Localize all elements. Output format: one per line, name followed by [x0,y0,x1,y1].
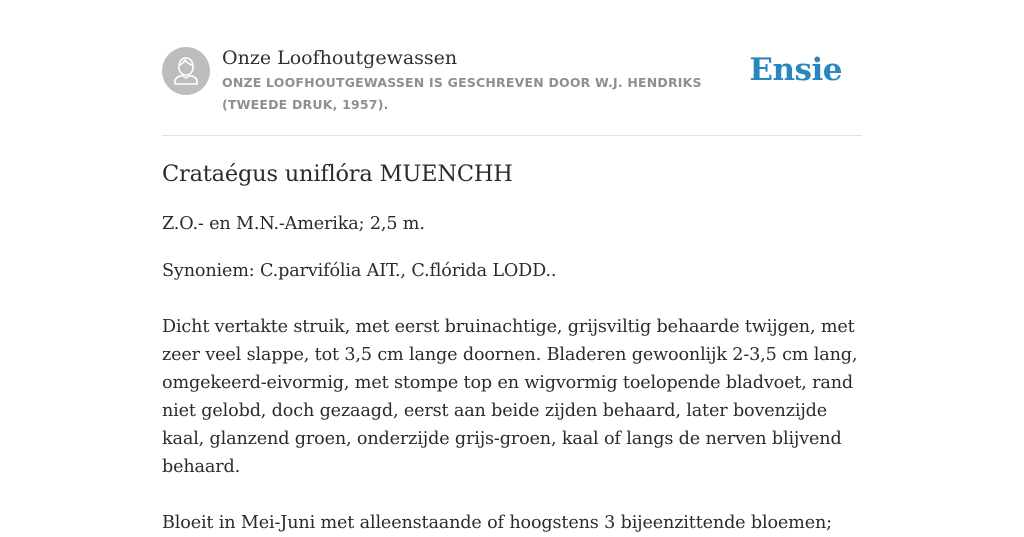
origin-paragraph: Z.O.- en M.N.-Amerika; 2,5 m. [162,214,425,234]
entry-title: Crataégus uniflóra MUENCHH [162,161,513,187]
source-header [162,46,862,118]
user-avatar-icon[interactable] [162,47,210,95]
flowering-paragraph: Bloeit in Mei-Juni met alleenstaande of hoogstens 3 bijeenzittende bloemen; [162,513,832,533]
header-divider [162,135,862,136]
brand-logo[interactable]: Ensie [749,52,842,88]
description-paragraph: Dicht vertakte struik, met eerst bruinachtige, grijsviltig behaarde twijgen, met zeer veel slappe, tot 3,5 cm lange doornen. Bladeren gewoonlijk 2-3,5 cm lang, omgekeerd-eivormig, met stompe top en wigvormig toelopende bladvoet, rand niet gelobd, doch gezaagd, eerst aan beide zijden behaard, later bovenzijde kaal, glanzend groen, onderzijde grijs-groen, kaal of langs de nerven blijvend behaard. [162,317,858,477]
source-description: ONZE LOOFHOUTGEWASSEN IS GESCHREVEN DOOR W.J. HENDRIKS (TWEEDE DRUK, 1957). [222,75,702,112]
synonyms-paragraph: Synoniem: C.parvifólia AIT., C.flórida LODD.. [162,261,557,281]
source-title[interactable]: Onze Loofhoutgewassen [222,47,458,69]
article-body [162,158,862,537]
